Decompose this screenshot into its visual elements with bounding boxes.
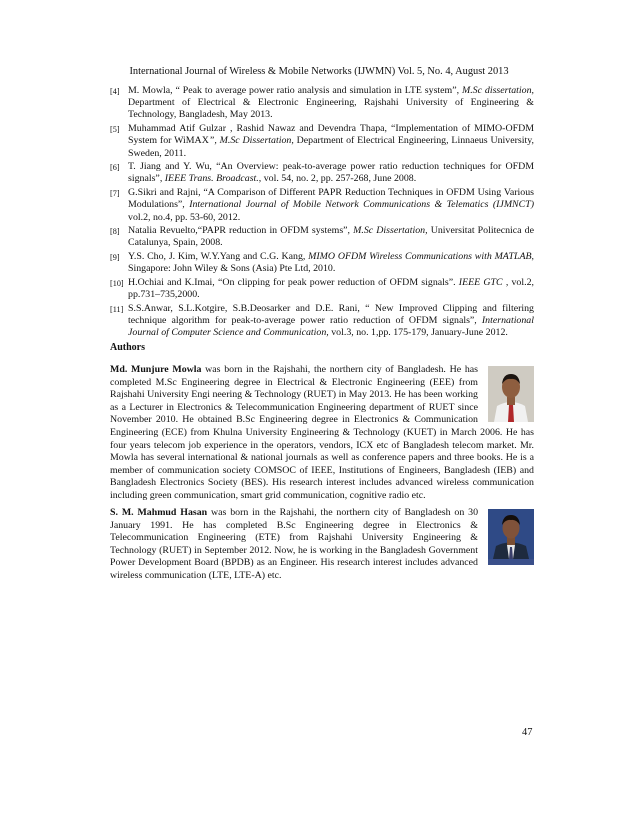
author-photo-mowla [488, 366, 534, 422]
reference-segment: , vol.2, pp.731–735,2000. [128, 277, 534, 301]
reference-number: [5] [110, 125, 120, 135]
reference-item [110, 123, 534, 160]
reference-segment: , vol. 54, no. 2, pp. 257-268, June 2008. [258, 173, 417, 185]
reference-segment: , Department of Electrical Engineering, Linnaeus University, Sweden, 2011. [128, 135, 534, 159]
reference-italic-segment: IEEE GTC [458, 277, 503, 289]
reference-item [110, 187, 534, 224]
reference-text [128, 123, 534, 160]
authors-heading: Authors [110, 342, 146, 353]
reference-list [110, 85, 534, 341]
reference-item [110, 303, 534, 340]
reference-text [128, 85, 534, 122]
reference-italic-segment: M.Sc dissertation, [461, 85, 535, 96]
reference-italic-segment: International Journal of Computer Science and Communication, [128, 315, 534, 339]
reference-number: [9] [110, 253, 120, 263]
reference-item [110, 161, 534, 185]
reference-number: [7] [110, 189, 120, 199]
author-bio-mowla [110, 364, 534, 503]
reference-number: [10] [110, 279, 124, 289]
reference-italic-segment: IEEE Trans. Broadcast. [164, 173, 259, 185]
reference-segment: Muhammad Atif Gulzar , Rashid Nawaz and Devendra Thapa, “Implementation of MIMO-OFDM System for WiMAX [128, 123, 534, 147]
reference-segment: vol.2, no.4, pp. 53-60, 2012. [128, 211, 241, 223]
reference-segment: Natalia Revuelto,“PAPR reduction in OFDM systems”, [128, 225, 354, 237]
reference-number: [6] [110, 163, 120, 173]
running-header: International Journal of Wireless & Mobile Networks (IJWMN) Vol. 5, No. 4, August 2013 [129, 66, 509, 77]
reference-segment: Department of Electrical & Electronic Engineering, Rajshahi University of Engineering & Technology, Bangladesh, May 2013. [128, 97, 534, 121]
reference-number: [11] [110, 304, 124, 314]
reference-item [110, 225, 534, 249]
reference-segment: , Singapore: John Wiley & Sons (Asia) Pte Ltd, 2010. [128, 251, 534, 275]
author-bio-hasan [110, 507, 534, 583]
reference-segment: G.Sikri and Rajni, “A Comparison of Different PAPR Reduction Techniques in OFDM Using Various Modulations”, [128, 187, 534, 211]
reference-italic-segment: ”, M.Sc Dissertation [208, 135, 292, 147]
author-bio-text-mowla: was born in the Rajshahi, the northern city of Bangladesh. He has completed M.Sc Engineering degree in Electrical & Electronic Engineering (EEE) from Rajshahi University Engi neering & Technology (RUET) in May 2013. He has been working as a Lecturer in Electronics & Telecommunication Engineering department of RUET since November 2010. He obtained B.Sc Engineering degree in Electronics & Communication Engineering (ECE) from Khulna University Engineering & Technology (KUET) in March 2006. He has four years telecom job experience in the operators, vendors, ICX etc of Bangladesh telecom market. Mr. Mowla has several international & national journals as well as conference papers and three books. He is a member of communication society COMSOC of IEEE, Institutions of Engineers, Bangladesh (IEB) and Bangladesh Electronics Society (BES). His research interest includes advanced wireless communication including green communication, smart grid communication, cognitive radio etc. [110, 364, 534, 501]
reference-text [128, 225, 534, 249]
reference-text [128, 161, 534, 185]
reference-text [128, 277, 534, 301]
reference-item [110, 251, 534, 275]
reference-text [128, 251, 534, 275]
page-number: 47 [522, 727, 533, 738]
reference-segment: M. Mowla, “ Peak to average power ratio analysis and simulation in LTE system”, [128, 85, 462, 96]
reference-segment: H.Ochiai and K.Imai, “On clipping for peak power reduction of OFDM signals”. [128, 277, 459, 289]
reference-segment: Y.S. Cho, J. Kim, W.Y.Yang and C.G. Kang, [128, 251, 309, 263]
reference-segment: S.S.Anwar, S.L.Kotgire, S.B.Deosarker and D.E. Rani, “ New Improved Clipping and filtering technique algorithm for peak-to-average power ratio reduction of OFDM signals”, [128, 302, 534, 327]
reference-italic-segment: International Journal of Mobile Network Communications & Telematics (IJMNCT) [189, 199, 534, 211]
reference-number: [8] [110, 227, 120, 237]
reference-number: [4] [110, 87, 120, 96]
author-name-mowla: Md. Munjure Mowla [110, 364, 202, 375]
reference-segment: vol.3, no. 1,pp. 175-179, January-June 2012. [328, 327, 508, 339]
reference-item [110, 277, 534, 301]
author-name-hasan: S. M. Mahmud Hasan [110, 507, 208, 518]
author-bio-text-hasan: was born in the Rajshahi, the northern city of Bangladesh on 30 January 1991. He has completed B.Sc Engineering degree in Electronics & Telecommunication Engineering (ETE) from Rajshahi University Engineering & Technology (RUET) in September 2012. Now, he is working in the Bangladesh Government Power Development Board (BPDB) as an Engineer. His research interest includes advanced wireless communication (LTE, LTE-A) etc. [110, 507, 479, 581]
reference-segment: T. Jiang and Y. Wu, “An Overview: peak-to-average power ratio reduction techniques for OFDM signals”, [128, 161, 534, 185]
reference-segment: Universitat Politecnica de Catalunya, Spain, 2008. [128, 225, 534, 249]
reference-item [110, 85, 534, 122]
reference-text [128, 303, 534, 340]
author-photo-hasan [488, 509, 534, 565]
reference-italic-segment: M.Sc Dissertation, [353, 225, 428, 237]
reference-italic-segment: MIMO OFDM Wireless Communications with MATLAB [308, 251, 532, 263]
reference-text [128, 187, 534, 224]
